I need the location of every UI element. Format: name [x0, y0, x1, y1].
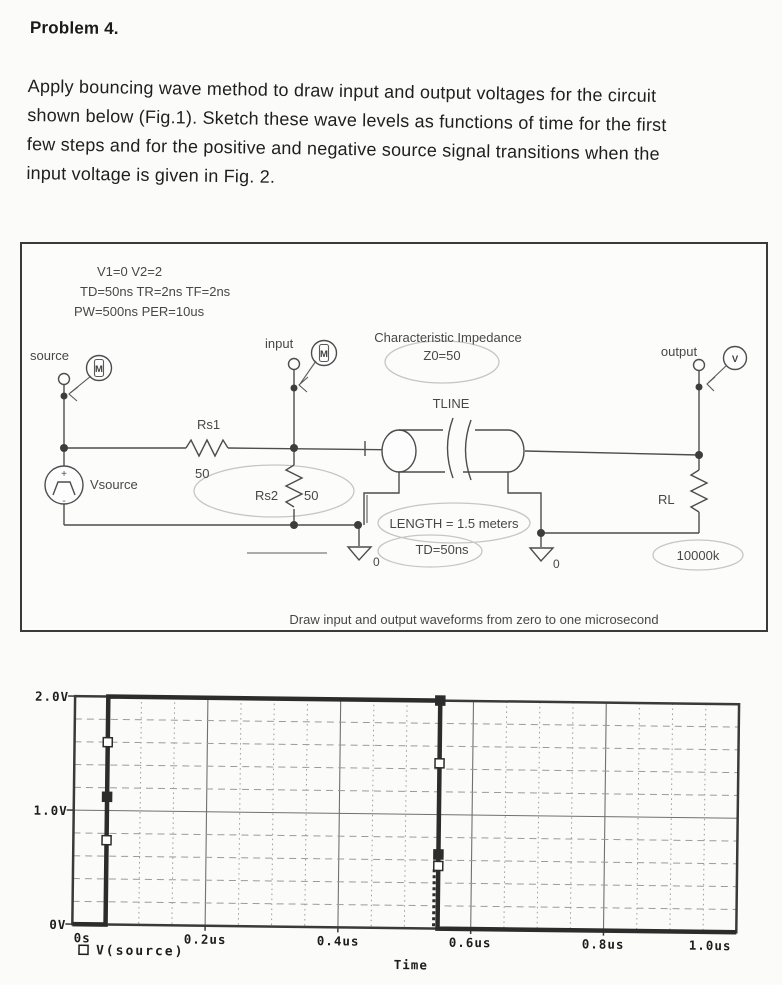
input-label: input [265, 336, 294, 351]
trace-markers [102, 692, 445, 870]
x-tick-label: 0.8us [582, 936, 625, 952]
vsource-icon [45, 466, 138, 507]
legend-label: V(source) [96, 943, 185, 959]
y-tick-label: 0V [49, 917, 66, 932]
z0-value: Z0=50 [423, 348, 460, 363]
m-probe-icon [299, 341, 337, 393]
input-node [265, 336, 337, 392]
x-tick-label: 0s [74, 930, 91, 945]
param-line-2: TD=50ns TR=2ns TF=2ns [80, 284, 231, 299]
problem-statement [26, 72, 768, 200]
x-tick-label: 0.4us [317, 933, 360, 949]
plot-canvas [30, 686, 759, 981]
x-tick-label: 0.6us [449, 935, 492, 951]
output-node [661, 344, 747, 391]
svg-text:V: V [732, 354, 739, 365]
param-line-3: PW=500ns PER=10us [74, 304, 205, 319]
y-axis-labels [32, 689, 69, 932]
rs2-value: 50 [304, 488, 318, 503]
svg-text:M: M [95, 364, 103, 375]
x-tick-label: 1.0us [689, 938, 732, 954]
output-label: output [661, 344, 698, 359]
rs2-label: Rs2 [255, 488, 278, 503]
wires [64, 370, 699, 553]
problem-title: Problem 4. [30, 18, 119, 39]
statement-line: Apply bouncing wave method to draw input and output voltages for the circuit [28, 72, 768, 113]
ground-label: 0 [373, 555, 380, 569]
tline-label: TLINE [433, 396, 470, 411]
rs1-label: Rs1 [197, 417, 220, 432]
tline-symbol [382, 396, 524, 480]
source-parameters [74, 264, 231, 319]
x-axis-title: Time [394, 957, 428, 972]
circuit-figure [20, 242, 768, 632]
waveform-plot [30, 686, 759, 981]
ground-icon [348, 547, 380, 569]
figure-caption: Draw input and output waveforms from zero to one microsecond [289, 612, 658, 627]
svg-text:M: M [320, 349, 328, 360]
statement-line: few steps and for the positive and negative source signal transitions when the [27, 130, 767, 171]
svg-text:+: + [61, 469, 67, 480]
ground-label: 0 [553, 557, 560, 571]
v-probe-icon [707, 347, 747, 392]
x-tick-label: 0.2us [184, 931, 227, 947]
statement-line: shown below (Fig.1). Sketch these wave levels as functions of time for the first [27, 101, 767, 142]
statement-line: input voltage is given in Fig. 2. [26, 159, 766, 200]
rs2-resistor [255, 465, 318, 507]
junction-dots [60, 384, 703, 538]
rl-resistor [658, 470, 720, 563]
ground-icon [530, 548, 560, 571]
char-impedance-label: Characteristic Impedance [374, 330, 521, 345]
plot-legend [79, 943, 185, 959]
param-line-1: V1=0 V2=2 [97, 264, 162, 279]
plot-grid [72, 696, 739, 932]
vsource-label: Vsource [90, 477, 138, 492]
length-label: LENGTH = 1.5 meters [390, 516, 519, 531]
td-label: TD=50ns [415, 542, 469, 557]
rs1-value: 50 [195, 466, 209, 481]
legend-square-icon [79, 945, 88, 954]
circuit-diagram [22, 244, 766, 630]
rl-value: 10000k [677, 548, 720, 563]
m-probe-icon [69, 356, 112, 402]
svg-text:-: - [62, 496, 65, 507]
rl-label: RL [658, 492, 675, 507]
y-tick-label: 1.0V [34, 803, 68, 818]
y-tick-label: 2.0V [35, 689, 69, 704]
pencil-circles [194, 341, 743, 570]
source-node [30, 348, 112, 401]
source-label: source [30, 348, 69, 363]
